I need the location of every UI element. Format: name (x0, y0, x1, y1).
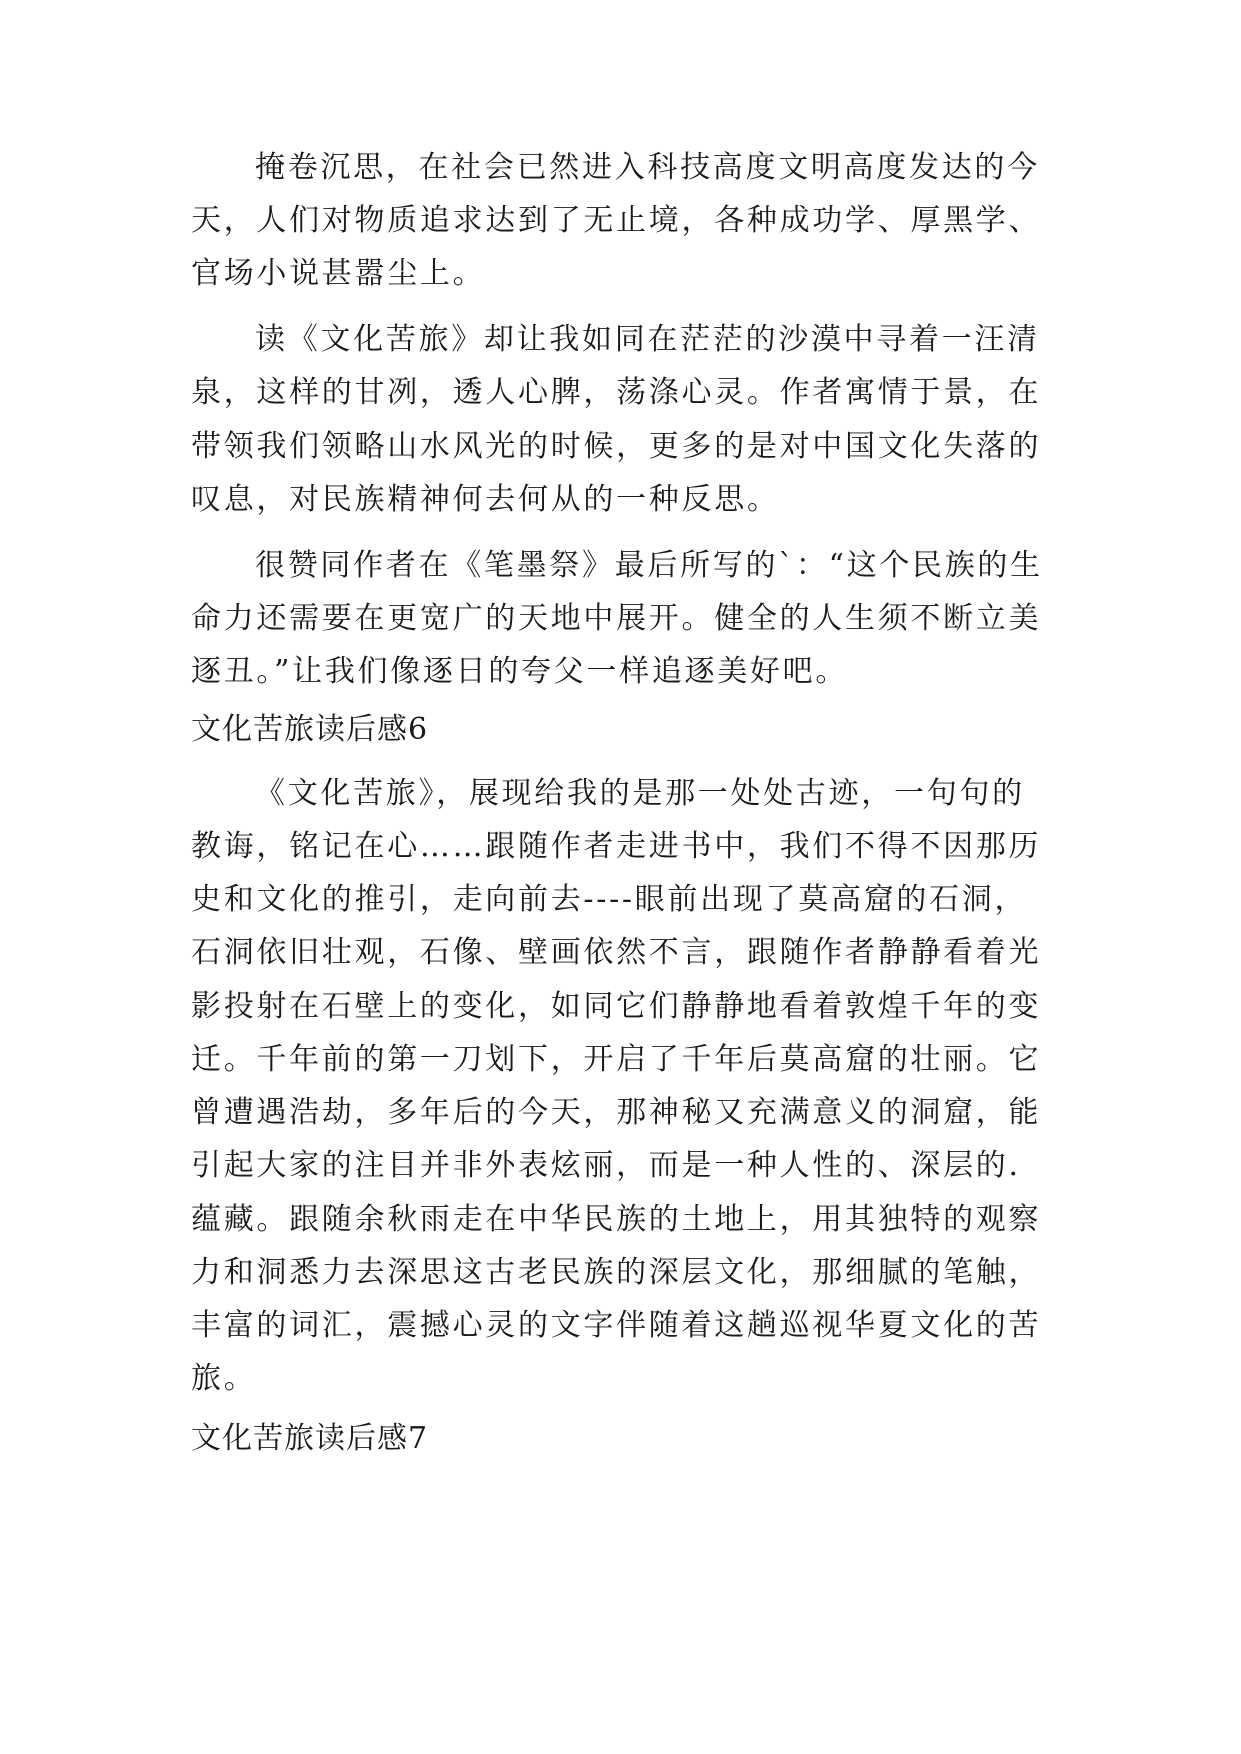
paragraph-line: 很赞同作者在《笔墨祭》最后所写的`：“这个民族的生 (255, 548, 1043, 583)
paragraph-line: 丰富的词汇，震撼心灵的文字伴随着这趟巡视华夏文化的苦 (191, 1308, 1042, 1343)
paragraph-line: 叹息，对民族精神何去何从的一种反思。 (191, 482, 780, 517)
paragraph-line: 泉，这样的甘冽，透人心脾，荡涤心灵。作者寓情于景，在 (191, 375, 1042, 410)
paragraph-line: 命力还需要在更宽广的天地中展开。健全的人生须不断立美 (191, 601, 1042, 636)
paragraph-line: 《文化苦旅》，展现给我的是那一处处古迹，一句句的 (255, 776, 1025, 811)
paragraph-line: 史和文化的推引，走向前去----眼前出现了莫高窟的石洞， (191, 882, 1028, 917)
paragraph-line: 影投射在石壁上的变化，如同它们静静地看着敦煌千年的变 (191, 989, 1042, 1024)
paragraph-line: 读《文化苦旅》却让我如同在茫茫的沙漠中寻着一汪清 (255, 322, 1040, 357)
paragraph-line: 天，人们对物质追求达到了无止境，各种成功学、厚黑学、 (191, 203, 1042, 238)
section-heading: 文化苦旅读后感6 (191, 712, 429, 747)
paragraph-line: 石洞依旧壮观，石像、壁画依然不言，跟随作者静静看着光 (191, 935, 1042, 970)
paragraph-line: 曾遭遇浩劫，多年后的今天，那神秘又充满意义的洞窟，能 (191, 1095, 1042, 1130)
paragraph-line: 蕴藏。跟随余秋雨走在中华民族的土地上，用其独特的观察 (191, 1202, 1042, 1237)
paragraph-line: 官场小说甚嚣尘上。 (191, 256, 486, 291)
paragraph-line: 掩卷沉思，在社会已然进入科技高度文明高度发达的今 (255, 150, 1040, 185)
paragraph-line: 逐丑。”让我们像逐日的夸父一样追逐美好吧。 (191, 654, 849, 689)
paragraph-line: 带领我们领略山水风光的时候，更多的是对中国文化失落的 (191, 429, 1042, 464)
section-heading: 文化苦旅读后感7 (191, 1421, 429, 1456)
paragraph-line: 力和洞悉力去深思这古老民族的深层文化，那细腻的笔触， (191, 1255, 1042, 1290)
paragraph-line: 教诲，铭记在心……跟随作者走进书中，我们不得不因那历 (191, 829, 1042, 864)
paragraph-line: 迁。千年前的第一刀划下，开启了千年后莫高窟的壮丽。它 (191, 1042, 1042, 1077)
paragraph-line: 引起大家的注目并非外表炫丽，而是一种人性的、深层的. (191, 1148, 1021, 1183)
paragraph-line: 旅。 (191, 1361, 257, 1396)
